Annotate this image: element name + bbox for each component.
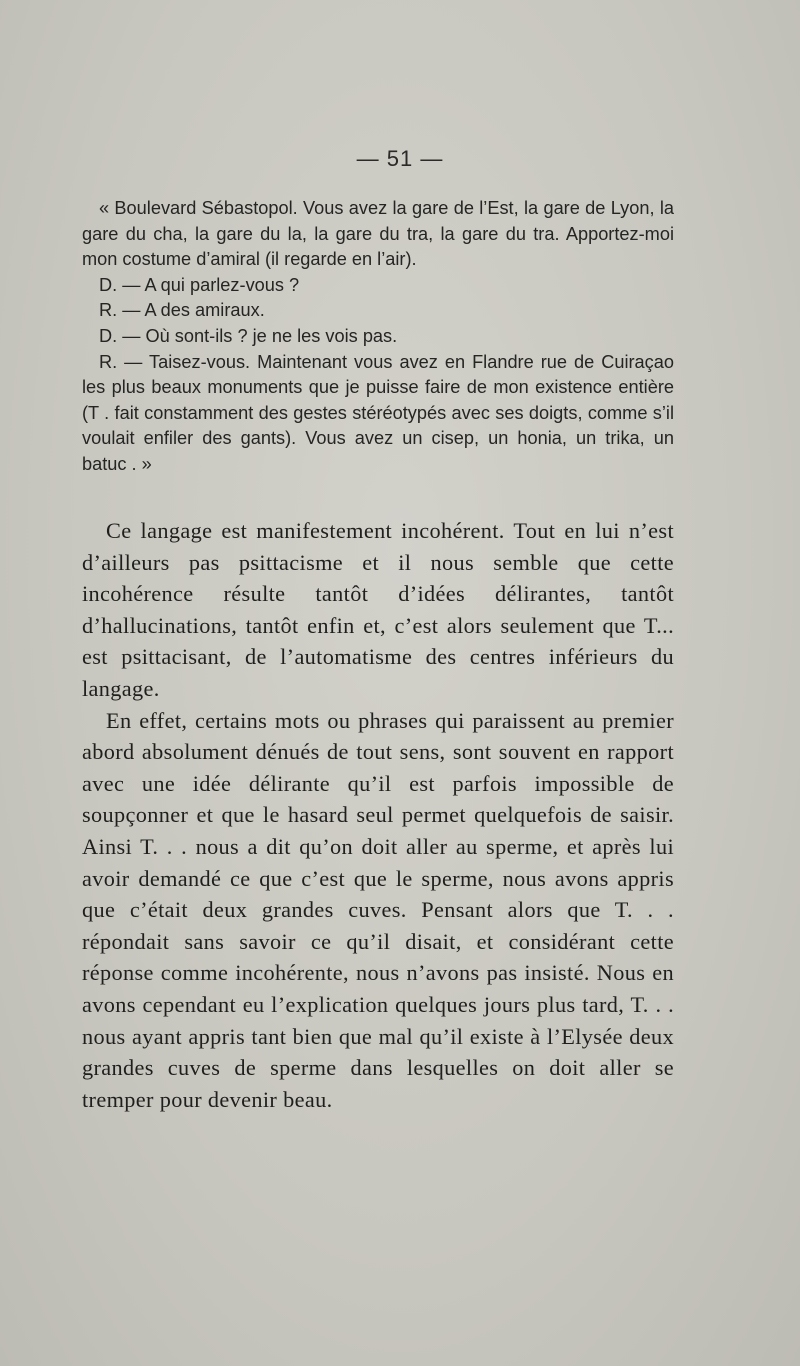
page-number: — 51 — bbox=[356, 146, 444, 171]
dialogue-line: « Boulevard Sébastopol. Vous avez la gare de l’Est, la gare de Lyon, la gare du cha, la gare du la, la gare du tra, la gare du tra. Apportez-moi mon costume d’amiral (il regarde en l’air). bbox=[82, 198, 674, 270]
dialogue-line: D. — Où sont-ils ? je ne les vois pas. bbox=[99, 325, 398, 346]
paragraph: En effet, certains mots ou phrases qui paraissent au premier abord absolument dénués de tout sens, sont souvent en rapport avec une idée délirante qu’il est parfois impossible de soupçonner et que le hasard seul permet quelquefois de saisir. Ainsi T. . . nous a dit qu’on doit aller au sperme, et après lui avoir demandé ce que c’est que le sperme, nous avons appris que c’était deux grandes cuves. Pensant alors que T. . . répondait sans savoir ce qu’il disait, et considérant cette réponse comme incohérente, nous n’avons pas insisté. Nous en avons cependant eu l’explication quelques jours plus tard, T. . . nous ayant appris tant bien que mal qu’il existe à l’Elysée deux grandes cuves de sperme dans lesquelles on doit aller se tremper pour devenir beau. bbox=[82, 707, 674, 1112]
dialogue-line: D. — A qui parlez-vous ? bbox=[99, 274, 300, 295]
body-text bbox=[82, 515, 674, 1115]
paragraph: Ce langage est manifestement incohérent. Tout en lui n’est d’ailleurs pas psittacisme et il nous semble que cette incohérence résulte tantôt d’idées délirantes, tantôt d’hallucinations, tantôt enfin et, c’est alors seulement que T... est psittacisant, de l’automatisme des centres inférieurs du langage. bbox=[82, 518, 674, 701]
dialogue-line: R. — Taisez-vous. Maintenant vous avez en Flandre rue de Cuiraçao les plus beaux monuments que je puisse faire de mon existence entière (T . fait constamment des gestes stéréotypés avec ses doigts, comme s’il voulait enfiler des gants). Vous avez un cisep, un honia, un trika, un batuc . » bbox=[82, 351, 674, 474]
dialogue-line: R. — A des amiraux. bbox=[99, 300, 265, 321]
quoted-dialogue bbox=[82, 196, 674, 478]
